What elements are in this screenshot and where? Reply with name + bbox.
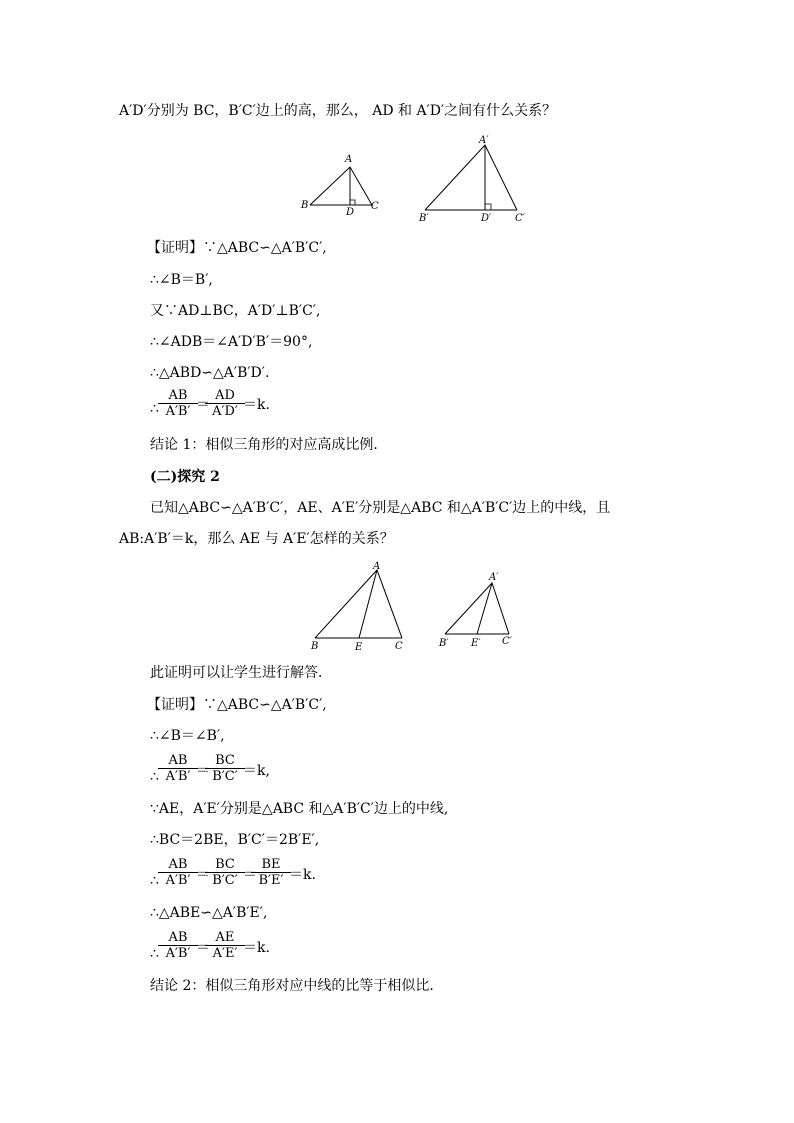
- proof1-line4: ∴∠ADB＝∠A′D′B′＝90°,: [150, 334, 313, 350]
- fraction-denominator: A′D′: [212, 404, 238, 419]
- problem2-line2: AB:A′B′＝k，那么 AE 与 A′E′怎样的关系？: [119, 531, 394, 547]
- equals-k: ＝k.: [289, 867, 316, 883]
- right-angle-mark-d: [350, 200, 355, 205]
- proof1-line2: ∴∠B＝B′,: [150, 272, 213, 288]
- proof2-line4: ∴BC＝2BE，B′C′＝2B′E′,: [150, 832, 320, 848]
- label-a: A: [373, 561, 381, 572]
- triangle-abc-left: [315, 570, 402, 638]
- label-c-prime: C′: [502, 636, 512, 647]
- label-a: A: [345, 154, 353, 165]
- fraction-numerator: AB: [158, 857, 198, 873]
- fraction-numerator: AE: [205, 930, 245, 946]
- right-angle-mark-d-prime: [485, 204, 491, 210]
- fraction-denominator: A′B′: [165, 404, 191, 419]
- fraction-denominator: B′E′: [258, 873, 284, 888]
- fraction-denominator: B′C′: [212, 769, 238, 784]
- fraction-ab-over-ab-prime: [158, 388, 198, 419]
- fraction-ae-over-ae-prime: [205, 930, 245, 961]
- fraction-numerator: AD: [205, 388, 245, 404]
- figure-altitude-triangles: [295, 135, 535, 230]
- equals-k: ＝k,: [243, 763, 270, 779]
- label-a-prime: A′: [489, 572, 499, 583]
- fraction-denominator: A′B′: [165, 769, 191, 784]
- label-b: B: [311, 641, 319, 652]
- fraction-bc-over-bc-prime: [205, 753, 245, 784]
- label-d-prime: D′: [481, 213, 492, 224]
- fraction-ab-over-ab-prime: [158, 857, 198, 888]
- therefore-symbol: ∴: [150, 401, 159, 417]
- proof1-line5: ∴△ABD∽△A′B′D′.: [150, 365, 270, 381]
- label-c-prime: C′: [515, 213, 525, 224]
- proof2-line2: ∴∠B＝∠B′,: [150, 728, 225, 744]
- intro-text: A′D′分别为 BC，B′C′边上的高，那么， AD 和 A′D′之间有什么关系？: [119, 103, 557, 119]
- equals-k: ＝k.: [243, 940, 270, 956]
- fraction-denominator: A′B′: [165, 946, 191, 961]
- conclusion1: 结论 1：相似三角形的对应高成比例．: [150, 437, 388, 453]
- equals-sign: ＝: [196, 940, 210, 956]
- proof2-line5: ∴△ABE∽△A′B′E′,: [150, 905, 268, 921]
- therefore-symbol: ∴: [150, 769, 159, 785]
- fraction-be-over-be-prime: [251, 857, 291, 888]
- fraction-numerator: AB: [158, 753, 198, 769]
- fraction-numerator: BC: [205, 857, 245, 873]
- therefore-symbol: ∴: [150, 873, 159, 889]
- proof2-line1: 【证明】∵△ABC∽△A′B′C′,: [147, 697, 327, 713]
- fraction-numerator: AB: [158, 930, 198, 946]
- triangle-abc-small: [310, 167, 372, 205]
- equals-sign: ＝: [243, 867, 257, 883]
- equals-sign: ＝: [196, 763, 210, 779]
- fraction-denominator: A′B′: [165, 873, 191, 888]
- label-a-prime: A′: [479, 135, 489, 146]
- label-d: D: [346, 207, 355, 218]
- fraction-ab-over-ab-prime: [158, 930, 198, 961]
- equals-sign: ＝: [196, 397, 210, 413]
- label-b-prime: B′: [419, 213, 429, 224]
- therefore-symbol: ∴: [150, 946, 159, 962]
- fraction-denominator: A′E′: [212, 946, 238, 961]
- section2-title: (二)探究 2: [150, 469, 220, 485]
- label-b: B: [301, 200, 309, 211]
- fraction-numerator: BC: [205, 753, 245, 769]
- proof2-line3: ∵AE，A′E′分别是△ABC 和△A′B′C′边上的中线,: [150, 801, 449, 817]
- fraction-numerator: BE: [251, 857, 291, 873]
- proof1-line3: 又∵AD⊥BC，A′D′⊥B′C′,: [150, 303, 321, 319]
- triangle-abc-large: [425, 145, 517, 210]
- conclusion2: 结论 2：相似三角形对应中线的比等于相似比．: [150, 978, 444, 994]
- equals-sign: ＝: [196, 867, 210, 883]
- equals-k: ＝k.: [243, 397, 270, 413]
- label-c: C: [395, 641, 403, 652]
- proof1-line1: 【证明】∵△ABC∽△A′B′C′,: [147, 240, 327, 256]
- fraction-ab-over-ab-prime: [158, 753, 198, 784]
- fraction-ad-over-ad-prime: [205, 388, 245, 419]
- label-e: E: [355, 642, 363, 653]
- label-b-prime: B′: [439, 638, 449, 649]
- student-note: 此证明可以让学生进行解答．: [150, 665, 332, 681]
- figure-median-triangles: [305, 560, 535, 660]
- label-c: C: [371, 201, 379, 212]
- problem2-line1: 已知△ABC∽△A′B′C′，AE、A′E′分别是△ABC 和△A′B′C′边上的中线，且: [150, 500, 611, 516]
- triangle-abc-right: [445, 583, 509, 634]
- fraction-numerator: AB: [158, 388, 198, 404]
- fraction-bc-over-bc-prime: [205, 857, 245, 888]
- label-e-prime: E′: [471, 638, 481, 649]
- fraction-denominator: B′C′: [212, 873, 238, 888]
